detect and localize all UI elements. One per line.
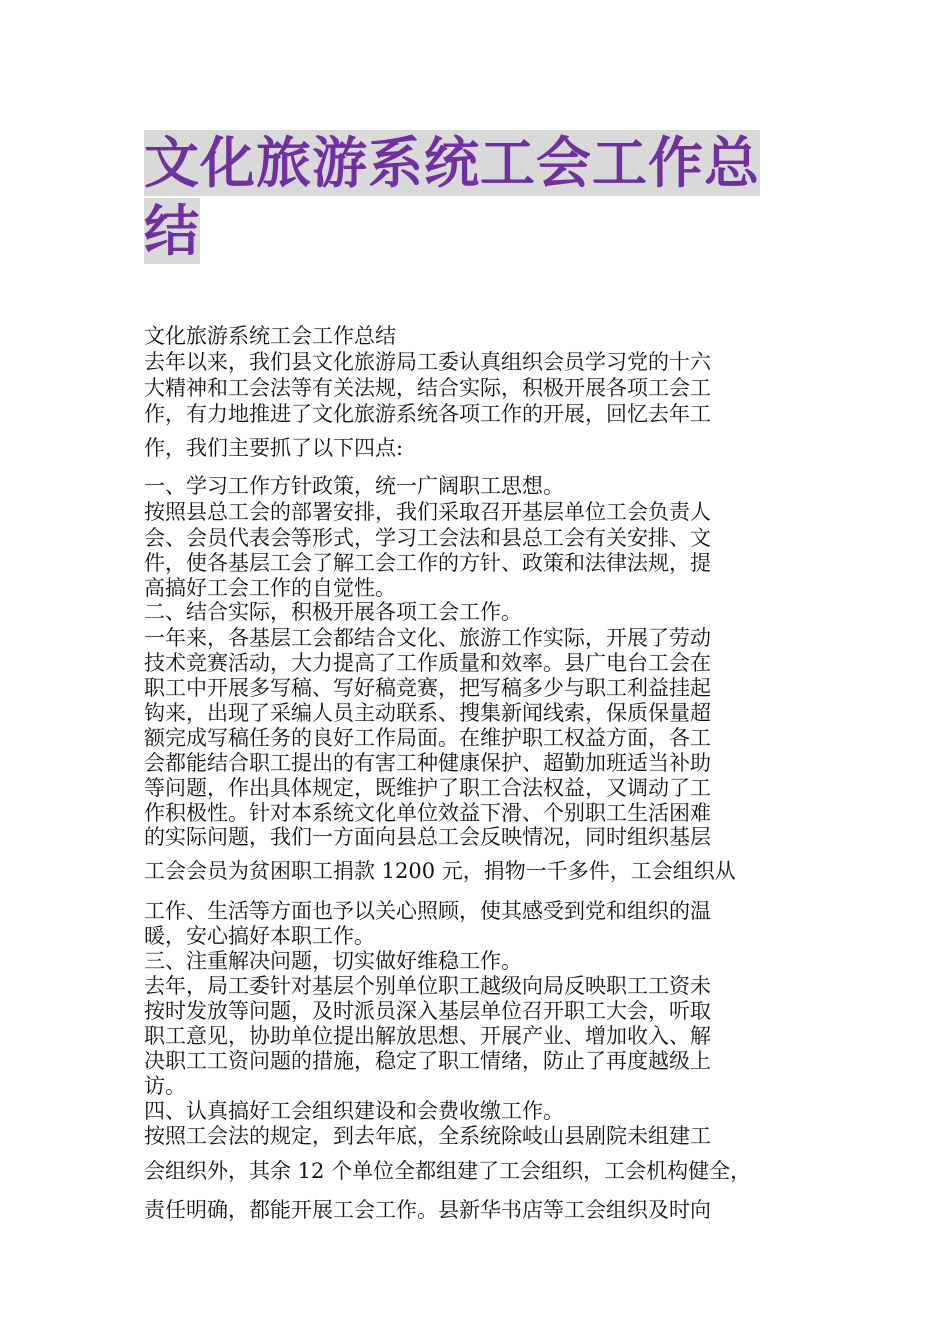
- section-heading: 四、认真搞好工会组织建设和会费收缴工作。: [144, 1099, 564, 1123]
- section-heading: 三、注重解决问题，切实做好维稳工作。: [144, 949, 522, 973]
- title-line-1: 文化旅游系统工会工作总: [144, 131, 761, 195]
- text-line: 会、会员代表会等形式，学习工会法和县总工会有关安排、文: [144, 526, 711, 550]
- text-line: 作，我们主要抓了以下四点:: [144, 436, 404, 460]
- text-line: 额完成写稿任务的良好工作局面。在维护职工权益方面，各工: [144, 726, 711, 750]
- text-line: 工作、生活等方面也予以关心照顾，使其感受到党和组织的温: [144, 899, 711, 923]
- text-line: 一年来，各基层工会都结合文化、旅游工作实际，开展了劳动: [144, 626, 711, 650]
- text-line: 高搞好工会工作的自觉性。: [144, 576, 396, 600]
- text-line: 职工意见，协助单位提出解放思想、开展产业、增加收入、解: [144, 1024, 711, 1048]
- text-line: 决职工工资问题的措施，稳定了职工情绪，防止了再度越级上: [144, 1049, 711, 1073]
- text-line: 作积极性。针对本系统文化单位效益下滑、个别职工生活困难: [144, 801, 711, 825]
- text-line: 访。: [144, 1074, 186, 1098]
- text-line: 钩来，出现了采编人员主动联系、搜集新闻线索，保质保量超: [144, 701, 711, 725]
- text-line: 去年以来，我们县文化旅游局工委认真组织会员学习党的十六: [144, 350, 711, 374]
- text-line: 会组织外，其余 12 个单位全都组建了工会组织，工会机构健全，: [144, 1159, 752, 1183]
- text-line: 暖，安心搞好本职工作。: [144, 924, 375, 948]
- text-line: 责任明确，都能开展工会工作。县新华书店等工会组织及时向: [144, 1198, 711, 1222]
- text-line: 件，使各基层工会了解工会工作的方针、政策和法律法规，提: [144, 551, 711, 575]
- text-line: 作，有力地推进了文化旅游系统各项工作的开展，回忆去年工: [144, 402, 711, 426]
- text-line: 文化旅游系统工会工作总结: [144, 324, 396, 348]
- text-line: 会都能结合职工提出的有害工种健康保护、超勤加班适当补助: [144, 751, 711, 775]
- text-line: 按时发放等问题，及时派员深入基层单位召开职工大会，听取: [144, 999, 711, 1023]
- title-line-2: 结: [144, 199, 201, 263]
- text-line: 技术竞赛活动，大力提高了工作质量和效率。县广电台工会在: [144, 651, 711, 675]
- document-title: [144, 130, 824, 264]
- text-line: 去年，局工委针对基层个别单位职工越级向局反映职工工资未: [144, 974, 711, 998]
- text-line: 大精神和工会法等有关法规，结合实际，积极开展各项工会工: [144, 376, 711, 400]
- section-heading: 二、结合实际，积极开展各项工会工作。: [144, 600, 522, 624]
- text-line: 按照工会法的规定，到去年底，全系统除岐山县剧院未组建工: [144, 1124, 711, 1148]
- text-line: 的实际问题，我们一方面向县总工会反映情况，同时组织基层: [144, 825, 711, 849]
- section-heading: 一、学习工作方针政策，统一广阔职工思想。: [144, 474, 564, 498]
- text-line: 职工中开展多写稿、写好稿竞赛，把写稿多少与职工利益挂起: [144, 676, 711, 700]
- text-line: 按照县总工会的部署安排，我们采取召开基层单位工会负责人: [144, 500, 711, 524]
- text-line: 等问题，作出具体规定，既维护了职工合法权益，又调动了工: [144, 776, 711, 800]
- text-line: 工会会员为贫困职工捐款 1200 元，捐物一千多件，工会组织从: [144, 859, 736, 883]
